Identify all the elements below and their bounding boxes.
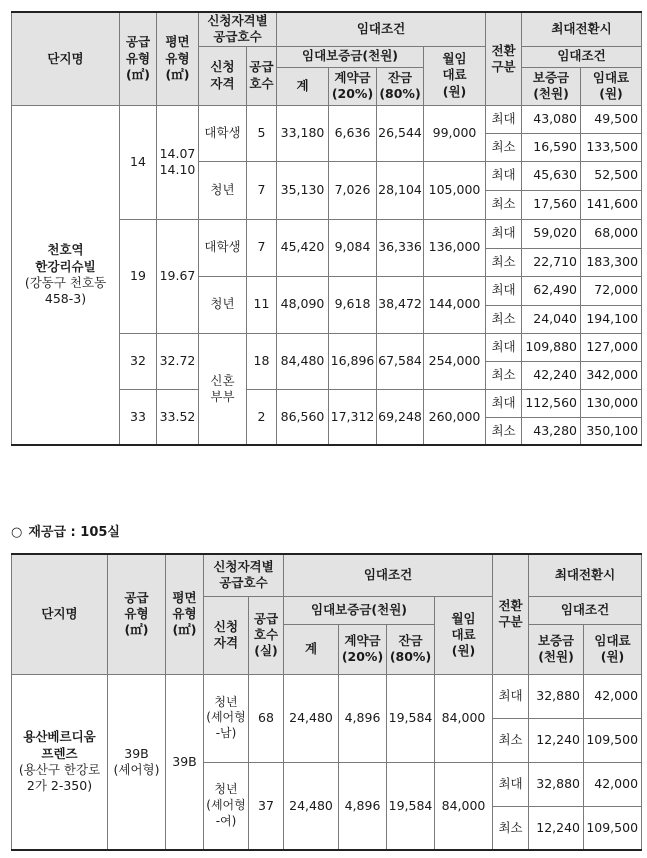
qual-cell: 대학생	[199, 219, 247, 276]
header-area-type: 평면 유형 (㎡)	[166, 554, 204, 674]
conversion-label: 최대	[486, 161, 522, 190]
header-area-type: 평면 유형 (㎡)	[157, 12, 199, 105]
header-deposit-group: 임대보증금(천원)	[277, 46, 424, 67]
conversion-label: 최대	[486, 389, 522, 417]
qual-cell: 청년 (셰어형 -남)	[204, 674, 249, 762]
max-deposit-cell: 109,880	[522, 333, 581, 361]
max-rent-cell: 127,000	[581, 333, 642, 361]
rental-table-yongsan	[11, 553, 642, 851]
max-rent-cell: 52,500	[581, 161, 642, 190]
balance-cell: 28,104	[377, 161, 424, 219]
header-max-monthly: 임대료 (원)	[584, 624, 642, 674]
units-cell: 37	[249, 762, 284, 850]
deposit-total-cell: 35,130	[277, 161, 329, 219]
conversion-label: 최소	[486, 133, 522, 161]
max-deposit-cell: 24,040	[522, 305, 581, 333]
units-cell: 11	[247, 276, 277, 333]
monthly-rent-cell: 144,000	[424, 276, 486, 333]
conversion-label: 최소	[486, 361, 522, 389]
header-balance: 잔금 (80%)	[387, 624, 435, 674]
complex-name: 천호역 한강리슈빌	[35, 242, 96, 274]
units-cell: 18	[247, 333, 277, 389]
deposit-total-cell: 24,480	[284, 674, 339, 762]
max-rent-cell: 183,300	[581, 248, 642, 276]
complex-cell	[12, 105, 120, 445]
complex-address: (용산구 한강로 2가 2-350)	[18, 761, 101, 793]
area-type-cell: 32.72	[157, 333, 199, 389]
balance-cell: 36,336	[377, 219, 424, 276]
header-rent-group: 임대조건	[284, 554, 493, 596]
header-balance: 잔금 (80%)	[377, 67, 424, 105]
deposit-total-cell: 24,480	[284, 762, 339, 850]
down-payment-cell: 16,896	[329, 333, 377, 389]
max-deposit-cell: 32,880	[529, 674, 584, 718]
balance-cell: 26,544	[377, 105, 424, 161]
max-deposit-cell: 43,280	[522, 417, 581, 445]
max-rent-cell: 42,000	[584, 674, 642, 718]
supply-type-cell: 33	[120, 389, 157, 445]
max-deposit-cell: 12,240	[529, 806, 584, 850]
max-rent-cell: 42,000	[584, 762, 642, 806]
header-units: 공급 호수	[247, 46, 277, 105]
down-payment-cell: 17,312	[329, 389, 377, 445]
section-title-resupply	[11, 521, 120, 540]
header-complex: 단지명	[12, 554, 108, 674]
qual-cell: 청년	[199, 276, 247, 333]
monthly-rent-cell: 105,000	[424, 161, 486, 219]
header-max-rent-group: 임대조건	[529, 596, 642, 624]
down-payment-cell: 7,026	[329, 161, 377, 219]
header-max-group: 최대전환시	[522, 12, 642, 46]
header-units: 공급 호수 (실)	[249, 596, 284, 674]
section-title-text: 재공급 : 105실	[28, 525, 120, 540]
supply-type-cell: 32	[120, 333, 157, 389]
complex-cell	[12, 674, 108, 850]
units-cell: 7	[247, 161, 277, 219]
conversion-label: 최소	[486, 248, 522, 276]
supply-type-cell: 14	[120, 105, 157, 219]
deposit-total-cell: 33,180	[277, 105, 329, 161]
area-type-cell: 14.07 14.10	[157, 105, 199, 219]
monthly-rent-cell: 84,000	[435, 762, 493, 850]
header-qual-group: 신청자격별 공급호수	[204, 554, 284, 596]
rental-table-cheonho	[11, 11, 642, 446]
max-rent-cell: 72,000	[581, 276, 642, 305]
header-rent-group: 임대조건	[277, 12, 486, 46]
supply-type-cell: 19	[120, 219, 157, 333]
conversion-label: 최소	[486, 190, 522, 219]
conversion-label: 최대	[486, 105, 522, 133]
header-monthly: 월임 대료 (원)	[435, 596, 493, 674]
header-qual: 신청 자격	[199, 46, 247, 105]
conversion-label: 최대	[493, 762, 529, 806]
qual-cell: 대학생	[199, 105, 247, 161]
balance-cell: 19,584	[387, 762, 435, 850]
balance-cell: 19,584	[387, 674, 435, 762]
monthly-rent-cell: 136,000	[424, 219, 486, 276]
max-rent-cell: 141,600	[581, 190, 642, 219]
header-total: 계	[284, 624, 339, 674]
max-rent-cell: 109,500	[584, 806, 642, 850]
down-payment-cell: 4,896	[339, 674, 387, 762]
max-deposit-cell: 32,880	[529, 762, 584, 806]
down-payment-cell: 9,618	[329, 276, 377, 333]
header-qual: 신청 자격	[204, 596, 249, 674]
conversion-label: 최대	[486, 276, 522, 305]
qual-cell: 청년 (셰어형 -여)	[204, 762, 249, 850]
header-supply-type: 공급 유형 (㎡)	[120, 12, 157, 105]
max-deposit-cell: 16,590	[522, 133, 581, 161]
max-deposit-cell: 12,240	[529, 718, 584, 762]
max-rent-cell: 342,000	[581, 361, 642, 389]
units-cell: 7	[247, 219, 277, 276]
monthly-rent-cell: 99,000	[424, 105, 486, 161]
conversion-label: 최소	[486, 305, 522, 333]
deposit-total-cell: 45,420	[277, 219, 329, 276]
down-payment-cell: 6,636	[329, 105, 377, 161]
monthly-rent-cell: 254,000	[424, 333, 486, 389]
conversion-label: 최소	[493, 718, 529, 762]
max-deposit-cell: 22,710	[522, 248, 581, 276]
max-rent-cell: 130,000	[581, 389, 642, 417]
header-supply-type: 공급 유형 (㎡)	[108, 554, 166, 674]
units-cell: 5	[247, 105, 277, 161]
qual-cell-newlywed: 신혼 부부	[199, 333, 247, 445]
header-complex: 단지명	[12, 12, 120, 105]
max-rent-cell: 68,000	[581, 219, 642, 248]
header-conversion: 전환 구분	[493, 554, 529, 674]
conversion-label: 최대	[486, 333, 522, 361]
header-max-rent-group: 임대조건	[522, 46, 642, 67]
units-cell: 68	[249, 674, 284, 762]
max-deposit-cell: 112,560	[522, 389, 581, 417]
max-deposit-cell: 17,560	[522, 190, 581, 219]
max-rent-cell: 350,100	[581, 417, 642, 445]
monthly-rent-cell: 84,000	[435, 674, 493, 762]
area-type-cell: 19.67	[157, 219, 199, 333]
deposit-total-cell: 86,560	[277, 389, 329, 445]
down-payment-cell: 9,084	[329, 219, 377, 276]
complex-address: (강동구 천호동 458-3)	[24, 274, 107, 306]
header-conversion: 전환 구분	[486, 12, 522, 105]
conversion-label: 최소	[493, 806, 529, 850]
header-max-deposit: 보증금 (천원)	[529, 624, 584, 674]
units-cell: 2	[247, 389, 277, 445]
deposit-total-cell: 48,090	[277, 276, 329, 333]
down-payment-cell: 4,896	[339, 762, 387, 850]
max-deposit-cell: 43,080	[522, 105, 581, 133]
balance-cell: 67,584	[377, 333, 424, 389]
supply-type-cell: 39B (셰어형)	[108, 674, 166, 850]
max-deposit-cell: 59,020	[522, 219, 581, 248]
qual-cell: 청년	[199, 161, 247, 219]
conversion-label: 최대	[486, 219, 522, 248]
max-deposit-cell: 62,490	[522, 276, 581, 305]
header-total: 계	[277, 67, 329, 105]
header-deposit-group: 임대보증금(천원)	[284, 596, 435, 624]
max-rent-cell: 194,100	[581, 305, 642, 333]
area-type-cell: 39B	[166, 674, 204, 850]
header-down: 계약금 (20%)	[329, 67, 377, 105]
max-deposit-cell: 45,630	[522, 161, 581, 190]
balance-cell: 69,248	[377, 389, 424, 445]
header-max-monthly: 임대료 (원)	[581, 67, 642, 105]
max-rent-cell: 109,500	[584, 718, 642, 762]
complex-name: 용산베르디움 프렌즈	[23, 729, 96, 761]
conversion-label: 최대	[493, 674, 529, 718]
header-max-group: 최대전환시	[529, 554, 642, 596]
header-max-deposit: 보증금 (천원)	[522, 67, 581, 105]
header-down: 계약금 (20%)	[339, 624, 387, 674]
balance-cell: 38,472	[377, 276, 424, 333]
max-rent-cell: 49,500	[581, 105, 642, 133]
header-monthly: 월임 대료 (원)	[424, 46, 486, 105]
circle-bullet-icon: ○	[11, 525, 23, 540]
deposit-total-cell: 84,480	[277, 333, 329, 389]
monthly-rent-cell: 260,000	[424, 389, 486, 445]
conversion-label: 최소	[486, 417, 522, 445]
header-qual-group: 신청자격별 공급호수	[199, 12, 277, 46]
area-type-cell: 33.52	[157, 389, 199, 445]
max-deposit-cell: 42,240	[522, 361, 581, 389]
max-rent-cell: 133,500	[581, 133, 642, 161]
